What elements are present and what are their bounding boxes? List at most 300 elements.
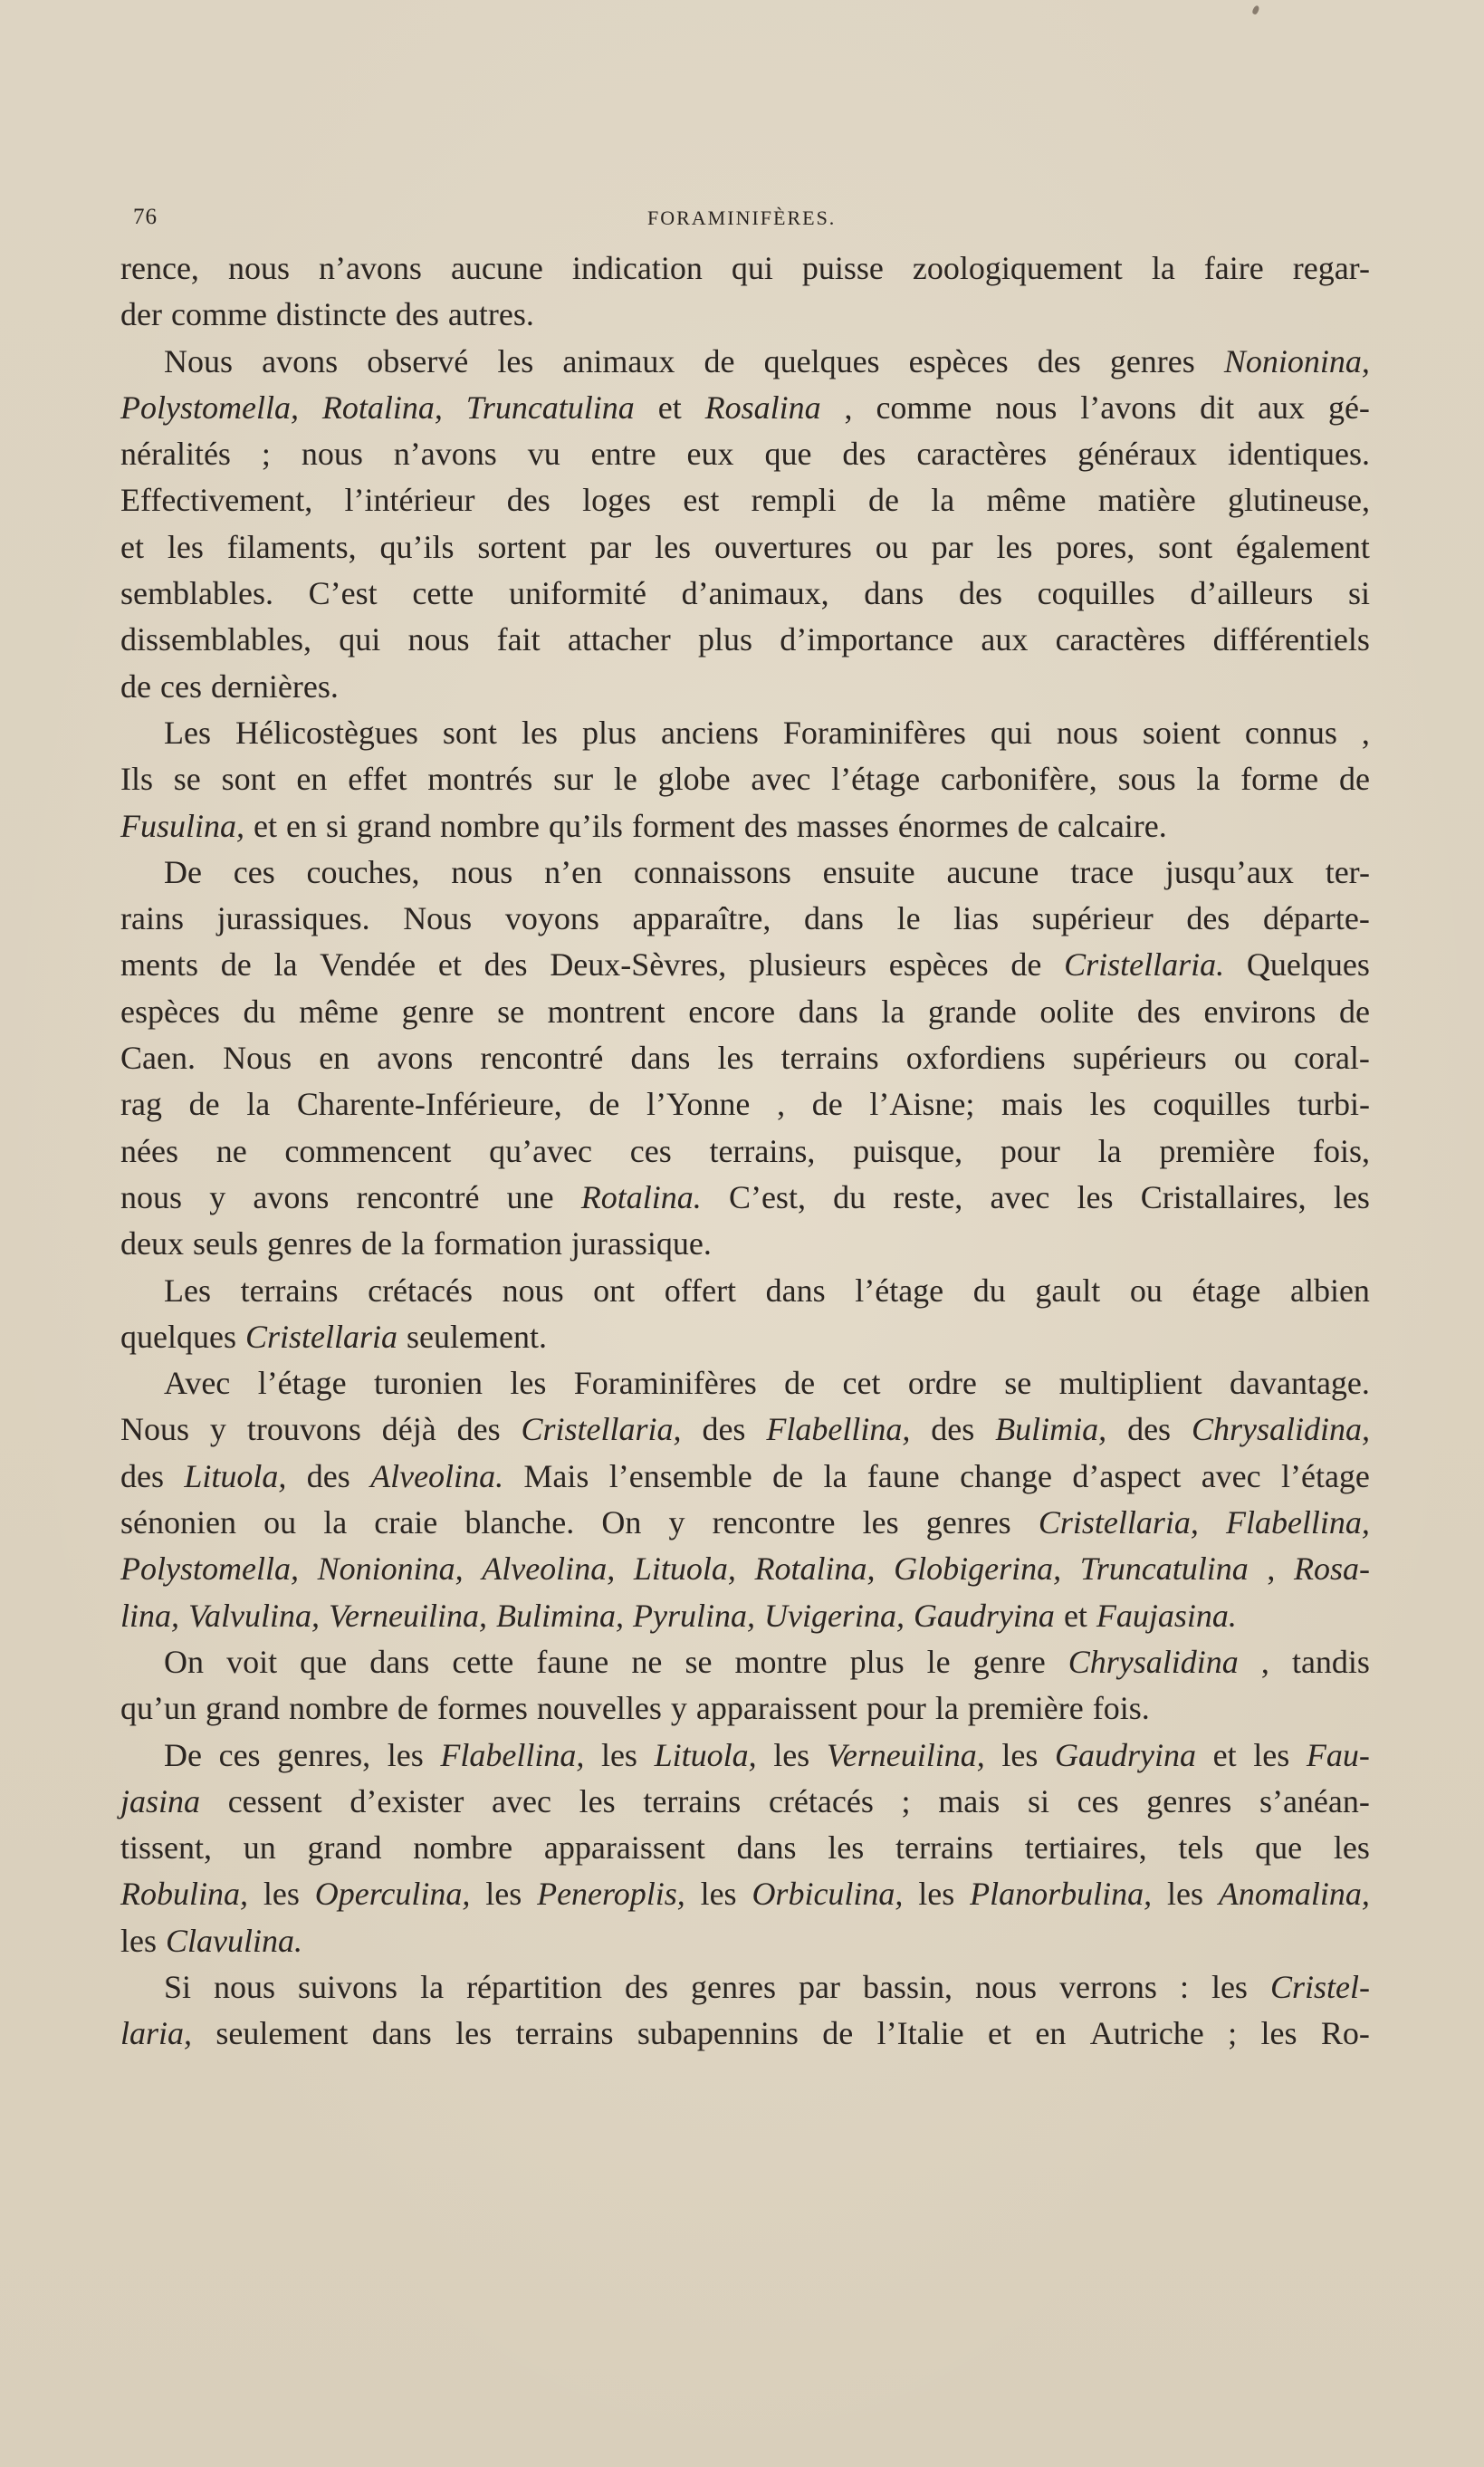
word: dans bbox=[371, 2015, 432, 2052]
word: départe- bbox=[1262, 900, 1370, 937]
genus-name: Flabellina, bbox=[440, 1736, 585, 1773]
genus-name: Flabellina, bbox=[766, 1411, 911, 1448]
word: genres bbox=[691, 1968, 776, 2005]
word: animaux bbox=[562, 342, 675, 379]
word: même bbox=[299, 993, 379, 1030]
word: ces bbox=[629, 1132, 672, 1169]
word: davantage. bbox=[1229, 1365, 1370, 1402]
word: rencontré bbox=[356, 1178, 480, 1215]
word: plus bbox=[849, 1643, 905, 1680]
word: offert bbox=[664, 1272, 737, 1309]
word: dit bbox=[1200, 389, 1235, 426]
text-line bbox=[120, 477, 1370, 523]
page-number: 76 bbox=[133, 205, 158, 229]
word: nouvelles bbox=[536, 1690, 662, 1727]
genus-name: lina, bbox=[120, 1597, 180, 1634]
genus-name: Cristellaria. bbox=[1064, 946, 1225, 984]
word: turonien bbox=[374, 1365, 483, 1402]
word: Nous bbox=[164, 342, 234, 379]
text-line bbox=[120, 710, 1370, 756]
word: y bbox=[209, 1178, 226, 1215]
word: lias bbox=[953, 900, 1000, 937]
word: change bbox=[960, 1457, 1053, 1494]
word: De bbox=[164, 1736, 202, 1773]
genus-name: Flabellina, bbox=[1225, 1504, 1370, 1541]
word: suivons bbox=[298, 1968, 398, 2005]
word: des bbox=[842, 436, 886, 473]
word: dans bbox=[765, 1272, 826, 1309]
word: oxfordiens bbox=[905, 1040, 1046, 1077]
word: les bbox=[521, 714, 558, 751]
genus-name: Nonionina, bbox=[317, 1550, 464, 1588]
word: généraux bbox=[1077, 436, 1198, 473]
genus-name: Planorbulina, bbox=[970, 1876, 1153, 1913]
word: sur bbox=[553, 761, 594, 798]
word: grand bbox=[206, 1690, 280, 1727]
word: , bbox=[1361, 714, 1370, 751]
word: terrains bbox=[515, 2015, 614, 2052]
genus-name: Truncatulina bbox=[465, 389, 635, 426]
word: espèces bbox=[120, 993, 220, 1030]
word: cet bbox=[842, 1365, 881, 1402]
word: ; bbox=[901, 1782, 911, 1819]
genus-name: Orbiculina, bbox=[752, 1876, 904, 1913]
word: les bbox=[717, 1040, 754, 1077]
word: sont bbox=[221, 761, 276, 798]
word: les bbox=[120, 1922, 157, 1959]
word: de bbox=[1338, 761, 1370, 798]
word: Mais bbox=[523, 1457, 589, 1494]
word: les bbox=[655, 528, 692, 565]
word: sont bbox=[1158, 528, 1213, 565]
text-line bbox=[120, 431, 1370, 477]
word: des bbox=[483, 946, 528, 984]
word: apparaissent bbox=[543, 1829, 705, 1867]
word: les bbox=[167, 528, 204, 565]
genus-name: Gaudryina bbox=[1055, 1736, 1197, 1773]
word: que bbox=[1255, 1829, 1303, 1867]
word: les bbox=[996, 528, 1033, 565]
word: avec bbox=[492, 1782, 551, 1819]
word: Charente-Inférieure, bbox=[296, 1086, 562, 1123]
word: rains bbox=[120, 900, 184, 937]
text-line bbox=[120, 1733, 1370, 1779]
word: la bbox=[1097, 1132, 1122, 1169]
word: rag bbox=[120, 1086, 162, 1123]
word: turbi- bbox=[1297, 1086, 1370, 1123]
word: l’Yonne bbox=[646, 1086, 751, 1123]
word: les bbox=[485, 1876, 522, 1913]
word: l’Italie bbox=[876, 2015, 964, 2052]
word: trouvons bbox=[246, 1411, 361, 1448]
word: néralités bbox=[120, 436, 231, 473]
word: y bbox=[209, 1411, 226, 1448]
word: quelques bbox=[120, 1318, 236, 1355]
word: également bbox=[1236, 528, 1370, 565]
word: De bbox=[164, 853, 202, 890]
word: apparaître, bbox=[632, 900, 771, 937]
word: plusieurs bbox=[749, 946, 866, 984]
word: dans bbox=[630, 1040, 691, 1077]
word: nous bbox=[502, 1272, 564, 1309]
word: matière bbox=[1097, 482, 1196, 519]
word: les bbox=[1253, 1736, 1290, 1773]
word: Hélicostègues bbox=[235, 714, 418, 751]
word: glutineuse, bbox=[1228, 482, 1370, 519]
word: en bbox=[286, 807, 317, 844]
word: ou bbox=[263, 1504, 297, 1541]
word: soient bbox=[1142, 714, 1221, 751]
text-line bbox=[120, 989, 1370, 1035]
word: Autriche bbox=[1089, 2015, 1204, 2052]
word: si bbox=[1027, 1782, 1049, 1819]
text-line bbox=[120, 1546, 1370, 1592]
word: C’est, bbox=[728, 1178, 806, 1215]
word: plus bbox=[581, 714, 637, 751]
text-line bbox=[120, 1221, 1370, 1267]
word: Les bbox=[164, 714, 211, 751]
word: crétacés bbox=[368, 1272, 473, 1309]
word: montre bbox=[734, 1643, 828, 1680]
word: deux bbox=[120, 1225, 184, 1262]
word: genres bbox=[925, 1504, 1011, 1541]
word: nous bbox=[451, 853, 513, 890]
word: se bbox=[497, 993, 525, 1030]
word: nous bbox=[974, 1968, 1037, 2005]
word: Ils bbox=[120, 761, 153, 798]
genus-name: Fau- bbox=[1306, 1736, 1370, 1773]
word: d’ailleurs bbox=[1190, 575, 1314, 612]
word: tertiaires, bbox=[1024, 1829, 1147, 1867]
word: nous bbox=[407, 621, 470, 658]
genus-name: jasina bbox=[120, 1782, 201, 1819]
text-line bbox=[120, 850, 1370, 896]
word: ne bbox=[215, 1132, 247, 1169]
word: que bbox=[764, 436, 812, 473]
word: supérieurs bbox=[1072, 1040, 1207, 1077]
word: pores, bbox=[1056, 528, 1135, 565]
word: ter- bbox=[1325, 853, 1370, 890]
word: zoologiquement bbox=[912, 250, 1123, 286]
word: seulement. bbox=[407, 1318, 547, 1355]
word: anciens bbox=[660, 714, 759, 751]
word: de bbox=[1339, 993, 1370, 1030]
word: de bbox=[822, 2015, 854, 2052]
word: se bbox=[173, 761, 201, 798]
word: les bbox=[918, 1876, 955, 1913]
word: des bbox=[1037, 342, 1081, 379]
word: de bbox=[772, 1457, 804, 1494]
word: comme bbox=[876, 389, 972, 426]
word: et bbox=[120, 528, 144, 565]
word: C’est bbox=[308, 575, 378, 612]
word: des bbox=[625, 1968, 669, 2005]
word: ou bbox=[1233, 1040, 1267, 1077]
body-text bbox=[120, 245, 1370, 2058]
word: les bbox=[700, 1876, 737, 1913]
word: un bbox=[243, 1829, 276, 1867]
word: sénonien bbox=[120, 1504, 236, 1541]
word: une bbox=[506, 1178, 554, 1215]
word: des bbox=[931, 1411, 975, 1448]
word: attacher bbox=[567, 621, 671, 658]
word: les bbox=[1077, 1178, 1114, 1215]
word: les bbox=[579, 1782, 616, 1819]
word: der bbox=[120, 296, 162, 333]
text-line bbox=[120, 1500, 1370, 1546]
word: la bbox=[934, 1690, 959, 1727]
word: genres bbox=[1109, 342, 1195, 379]
word: tandis bbox=[1291, 1643, 1370, 1680]
genus-name: Cristellaria, bbox=[1038, 1504, 1199, 1541]
word: les bbox=[1167, 1876, 1204, 1913]
genus-name: Rotalina. bbox=[580, 1178, 702, 1215]
genus-name: Faujasina. bbox=[1096, 1597, 1237, 1634]
word: le bbox=[896, 900, 921, 937]
genus-name: Verneuilina, bbox=[826, 1736, 985, 1773]
word: puisse bbox=[801, 250, 884, 286]
word: qu’un bbox=[120, 1690, 196, 1727]
word: crétacés bbox=[768, 1782, 874, 1819]
genus-name: Bulimia, bbox=[995, 1411, 1107, 1448]
word: nombre bbox=[288, 1690, 388, 1727]
word: des bbox=[456, 1411, 501, 1448]
word: On bbox=[601, 1504, 642, 1541]
text-line bbox=[120, 1639, 1370, 1685]
word: Avec bbox=[164, 1365, 231, 1402]
word: nées bbox=[120, 1132, 178, 1169]
word: montrés bbox=[427, 761, 533, 798]
word: faune bbox=[536, 1643, 609, 1680]
genus-name: Rotalina, bbox=[321, 389, 443, 426]
word: aucune bbox=[946, 853, 1039, 890]
text-line bbox=[120, 1871, 1370, 1917]
word: déjà bbox=[381, 1411, 436, 1448]
word: fois, bbox=[1312, 1132, 1370, 1169]
text-line bbox=[120, 617, 1370, 663]
word: environs bbox=[1203, 993, 1316, 1030]
word: répartition bbox=[466, 1968, 603, 2005]
word: si bbox=[1347, 575, 1370, 612]
word: qui bbox=[990, 714, 1032, 751]
word: de bbox=[220, 946, 252, 984]
word: genre bbox=[401, 993, 474, 1030]
word: terrains bbox=[643, 1782, 742, 1819]
genus-name: Clavulina. bbox=[166, 1922, 302, 1959]
word: de bbox=[867, 482, 899, 519]
word: le bbox=[613, 761, 637, 798]
genus-name: Rosa- bbox=[1294, 1550, 1370, 1588]
word: d’aspect bbox=[1072, 1457, 1182, 1494]
word: fait bbox=[496, 621, 541, 658]
word: loges bbox=[582, 482, 652, 519]
word: l’étage bbox=[257, 1365, 347, 1402]
genus-name: Truncatulina bbox=[1079, 1550, 1249, 1588]
text-line bbox=[120, 571, 1370, 617]
text-line bbox=[120, 664, 1370, 710]
word: même bbox=[986, 482, 1067, 519]
word: avec bbox=[990, 1178, 1050, 1215]
genus-name: Nonionina, bbox=[1223, 342, 1370, 379]
word: par bbox=[589, 528, 632, 565]
word: , bbox=[1267, 1550, 1276, 1588]
text-line bbox=[120, 1081, 1370, 1128]
word: Effectivement, bbox=[120, 482, 313, 519]
word: voit bbox=[226, 1643, 278, 1680]
word: , bbox=[777, 1086, 786, 1123]
word: Ro- bbox=[1320, 2015, 1370, 2052]
word: énormes bbox=[897, 807, 1009, 844]
word: tissent, bbox=[120, 1829, 213, 1867]
word: dans bbox=[798, 993, 858, 1030]
word: dissemblables, bbox=[120, 621, 311, 658]
word: Vendée bbox=[320, 946, 416, 984]
word: reste, bbox=[893, 1178, 963, 1215]
word: les bbox=[497, 342, 534, 379]
text-line bbox=[120, 339, 1370, 385]
word: de bbox=[188, 1086, 220, 1123]
word: uniformité bbox=[508, 575, 646, 612]
word: l’ensemble bbox=[608, 1457, 752, 1494]
word: mais bbox=[1001, 1086, 1063, 1123]
word: fois. bbox=[1092, 1690, 1150, 1727]
text-line bbox=[120, 942, 1370, 988]
text-line bbox=[120, 1268, 1370, 1314]
word: de bbox=[397, 1690, 428, 1727]
word: la bbox=[1196, 761, 1221, 798]
text-line bbox=[120, 245, 1370, 292]
text-line bbox=[120, 1593, 1370, 1639]
word: rencontré bbox=[480, 1040, 604, 1077]
word: l’intérieur bbox=[344, 482, 475, 519]
word: et bbox=[437, 946, 462, 984]
word: effet bbox=[348, 761, 407, 798]
word: nous bbox=[1056, 714, 1118, 751]
genus-name: Polystomella, bbox=[120, 1550, 299, 1588]
genus-name: Cristellaria bbox=[244, 1318, 397, 1355]
word: de bbox=[811, 1086, 843, 1123]
word: caractères bbox=[916, 436, 1048, 473]
word: d’importance bbox=[780, 621, 954, 658]
word: semblables. bbox=[120, 575, 273, 612]
word: trace bbox=[1070, 853, 1135, 890]
genus-name: Chrysalidina bbox=[1068, 1643, 1239, 1680]
word: se bbox=[1004, 1365, 1032, 1402]
text-line bbox=[120, 1175, 1370, 1221]
word: avec bbox=[1201, 1457, 1261, 1494]
genus-name: Alveolina, bbox=[482, 1550, 616, 1588]
text-line bbox=[120, 896, 1370, 942]
word: qu’avec bbox=[489, 1132, 593, 1169]
word: masses bbox=[796, 807, 889, 844]
word: du bbox=[972, 1272, 1006, 1309]
word: supérieur bbox=[1031, 900, 1154, 937]
word: cessent bbox=[227, 1782, 322, 1819]
text-line bbox=[120, 1035, 1370, 1081]
word: blanche. bbox=[464, 1504, 575, 1541]
word: des bbox=[702, 1411, 746, 1448]
word: terrains bbox=[780, 1040, 879, 1077]
word: , bbox=[1260, 1643, 1269, 1680]
text-line bbox=[120, 1128, 1370, 1175]
word: caractères bbox=[1055, 621, 1186, 658]
word: des bbox=[1186, 900, 1230, 937]
word: identiques. bbox=[1228, 436, 1370, 473]
word: l’étage bbox=[855, 1272, 944, 1309]
text-line bbox=[120, 1779, 1370, 1825]
word: : bbox=[1179, 1968, 1189, 2005]
word: connus bbox=[1244, 714, 1337, 751]
word: cette bbox=[452, 1643, 514, 1680]
text-line bbox=[120, 524, 1370, 571]
word: de bbox=[589, 1086, 620, 1123]
genus-name: Fusulina, bbox=[120, 807, 245, 844]
word: oolite bbox=[1039, 993, 1115, 1030]
word: ; bbox=[1228, 2015, 1238, 2052]
word: s’anéan- bbox=[1259, 1782, 1370, 1819]
genus-name: Lituola, bbox=[184, 1457, 287, 1494]
word: ces bbox=[233, 853, 275, 890]
word: la bbox=[420, 1968, 445, 2005]
word: n’avons bbox=[318, 250, 422, 286]
word: nous bbox=[301, 436, 363, 473]
word: nombre bbox=[439, 807, 540, 844]
word: première bbox=[1159, 1132, 1276, 1169]
word: en bbox=[319, 1040, 350, 1077]
word: jurassique. bbox=[570, 1225, 712, 1262]
word: grande bbox=[927, 993, 1017, 1030]
word: voyons bbox=[504, 900, 599, 937]
word: autres. bbox=[447, 296, 534, 333]
word: les bbox=[1001, 1736, 1039, 1773]
word: genres bbox=[266, 1225, 352, 1262]
word: ces bbox=[159, 667, 202, 705]
running-title: FORAMINIFÈRES. bbox=[647, 206, 837, 229]
word: rencontre bbox=[712, 1504, 836, 1541]
text-line bbox=[120, 1825, 1370, 1871]
genus-name: Pyrulina, bbox=[632, 1597, 755, 1634]
genus-name: Bulimina, bbox=[495, 1597, 624, 1634]
word: dernières. bbox=[210, 667, 339, 705]
word: On bbox=[164, 1643, 204, 1680]
text-line bbox=[120, 1314, 1370, 1360]
word: Caen. bbox=[120, 1040, 196, 1077]
word: Nous bbox=[223, 1040, 292, 1077]
word: première bbox=[967, 1690, 1084, 1727]
genus-name: Globigerina, bbox=[894, 1550, 1062, 1588]
genus-name: Polystomella, bbox=[120, 389, 299, 426]
genus-name: Alveolina. bbox=[370, 1457, 504, 1494]
word: filaments, bbox=[226, 528, 357, 565]
word: et bbox=[254, 807, 277, 844]
word: l’avons bbox=[1080, 389, 1177, 426]
word: les bbox=[387, 1736, 424, 1773]
word: ; bbox=[261, 436, 271, 473]
word: avons bbox=[253, 1178, 330, 1215]
word: ou bbox=[875, 528, 908, 565]
word: genres, bbox=[277, 1736, 371, 1773]
word: observé bbox=[367, 342, 469, 379]
word: des bbox=[958, 575, 1002, 612]
word: des bbox=[1127, 1411, 1172, 1448]
word: qui bbox=[731, 250, 773, 286]
word: nous bbox=[995, 389, 1058, 426]
genus-name: laria, bbox=[120, 2015, 193, 2052]
word: verrons bbox=[1058, 1968, 1157, 2005]
word: en bbox=[296, 761, 328, 798]
word: genre bbox=[972, 1643, 1046, 1680]
word: différentiels bbox=[1212, 621, 1370, 658]
